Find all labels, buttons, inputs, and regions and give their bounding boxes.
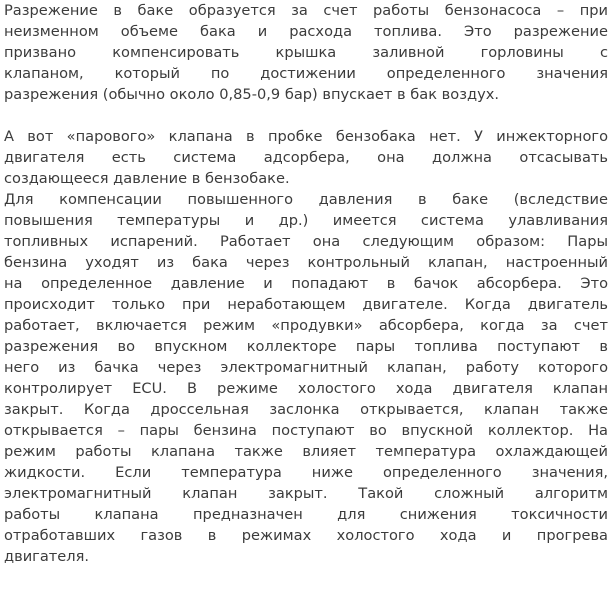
text-line: электромагнитный клапан закрыт. Такой сложный алгоритм bbox=[4, 485, 608, 502]
paragraph-adsorber-intro bbox=[4, 126, 608, 189]
text-line: двигателя. bbox=[4, 548, 90, 565]
text-line: отработавших газов в режимах холостого хода и прогрева bbox=[4, 527, 608, 544]
paragraph-tank-vacuum bbox=[4, 0, 608, 105]
text-line: разрежения во впускном коллекторе пары топлива поступают в bbox=[4, 338, 608, 355]
text-line: Для компенсации повышенного давления в баке (вследствие bbox=[4, 191, 608, 208]
text-line: призвано компенсировать крышка заливной горловины с bbox=[4, 44, 608, 61]
text-line: работает, включается режим «продувки» абсорбера, когда за счет bbox=[4, 317, 608, 334]
text-line: создающееся давление в бензобаке. bbox=[4, 170, 290, 187]
text-line: топливных испарений. Работает она следующим образом: Пары bbox=[4, 233, 608, 250]
paragraph-spacer bbox=[4, 105, 608, 126]
text-line: контролирует ECU. В режиме холостого хода двигателя клапан bbox=[4, 380, 608, 397]
paragraph-evap-system bbox=[4, 189, 608, 567]
text-line: двигателя есть система адсорбера, она должна отсасывать bbox=[4, 149, 608, 166]
text-line: разрежения (обычно около 0,85-0,9 бар) впускает в бак воздух. bbox=[4, 86, 499, 103]
text-line: А вот «парового» клапана в пробке бензобака нет. У инжекторного bbox=[4, 128, 608, 145]
text-line: Разрежение в баке образуется за счет работы бензонасоса – при bbox=[4, 2, 608, 19]
text-line: него из бачка через электромагнитный клапан, работу которого bbox=[4, 359, 608, 376]
article-text bbox=[4, 0, 608, 567]
text-line: происходит только при неработающем двигателе. Когда двигатель bbox=[4, 296, 608, 313]
text-line: жидкости. Если температура ниже определенного значения, bbox=[4, 464, 608, 481]
text-line: работы клапана предназначен для снижения токсичности bbox=[4, 506, 608, 523]
text-line: закрыт. Когда дроссельная заслонка открывается, клапан также bbox=[4, 401, 608, 418]
text-line: неизменном объеме бака и расхода топлива. Это разрежение bbox=[4, 23, 608, 40]
text-line: открывается – пары бензина поступают во впускной коллектор. На bbox=[4, 422, 608, 439]
text-line: на определенное давление и попадают в бачок абсорбера. Это bbox=[4, 275, 608, 292]
text-line: повышения температуры и др.) имеется система улавливания bbox=[4, 212, 608, 229]
text-line: бензина уходят из бака через контрольный клапан, настроенный bbox=[4, 254, 608, 271]
text-line: режим работы клапана также влияет температура охлаждающей bbox=[4, 443, 608, 460]
text-line: клапаном, который по достижении определенного значения bbox=[4, 65, 608, 82]
